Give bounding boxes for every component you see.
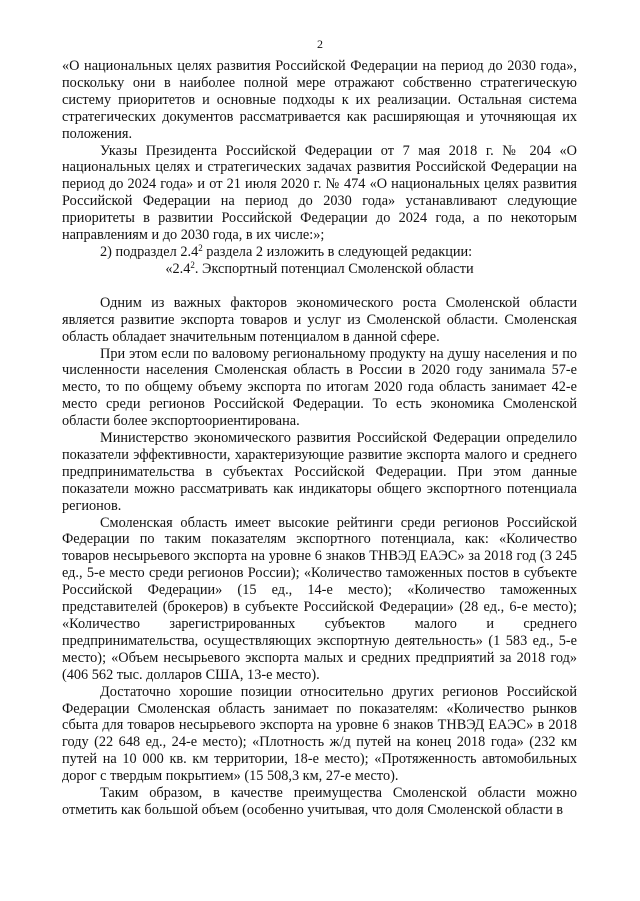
paragraph-export-ranking: При этом если по валовому региональному продукту на душу населения и по численности населения Смоленская область в России в 2020 году занимала 57-е место, то по общему объему экспорта по итогам 2020 года область занимает 42-е место среди регионов Российской Федерации. То есть экономика Смоленской области более экспортоориентирована. — [62, 345, 577, 430]
paragraph-subsection-amendment — [62, 244, 577, 261]
amendment-superscript: 2 — [198, 242, 203, 253]
heading-title: . Экспортный потенциал Смоленской области — [194, 260, 474, 277]
amendment-text-end: раздела 2 изложить в следующей редакции: — [202, 243, 473, 260]
document-body — [62, 58, 577, 819]
heading-number: «2.4 — [165, 260, 191, 277]
paragraph-export-factor: Одним из важных факторов экономического роста Смоленской области является развитие экспорта товаров и услуг из Смоленской области. Смоленская область обладает значительным потенциалом в данной сфере. — [62, 294, 577, 345]
paragraph-presidential-decrees: Указы Президента Российской Федерации от 7 мая 2018 г. № 204 «О национальных целях и стратегических задачах развития Российской Федерации на период до 2024 года» и от 21 июля 2020 г. № 474 «О национальных целях развития Российской Федерации на период до 2030 года» устанавливают следующие приоритеты в развитии Российской Федерации до 2024 года, а по некоторым направлениям и до 2030 года, в их числе:»; — [62, 142, 577, 244]
heading-superscript: 2 — [190, 259, 195, 270]
section-heading — [62, 261, 577, 278]
amendment-text-start: 2) подраздел 2.4 — [100, 243, 199, 260]
paragraph-good-positions: Достаточно хорошие позиции относительно других регионов Российской Федерации Смоленская область занимает по показателям: «Количество рынков сбыта для товаров несырьевого экспорта на уровне 6 знаков ТНВЭД ЕАЭС» в 2018 году (22 648 ед., 24-е место); «Плотность ж/д путей на конец 2018 года» (232 км путей на 10 000 кв. км территории, 18-е место); «Протяженность автомобильных дорог с твердым покрытием» (15 508,3 км, 27-е место). — [62, 683, 577, 785]
paragraph-high-ratings: Смоленская область имеет высокие рейтинги среди регионов Российской Федерации по таким показателям экспортного потенциала, как: «Количество товаров несырьевого экспорта на уровне 6 знаков ТНВЭД ЕАЭС» за 2018 год (3 245 ед., 5-е место среди регионов России); «Количество таможенных постов в субъекте Российской Федерации» (15 ед., 14-е место); «Количество таможенных представителей (брокеров) в субъекте Российской Федерации» (28 ед., 6-е место); «Количество зарегистрированных субъектов малого и среднего предпринимательства, осуществляющих экспортную деятельность» (1 583 ед., 5-е место); «Объем несырьевого экспорта малых и средних предприятий за 2018 год» (406 562 тыс. долларов США, 13-е место). — [62, 514, 577, 683]
paragraph-ministry-indicators: Министерство экономического развития Российской Федерации определило показатели эффективности, характеризующие развитие экспорта малого и среднего предпринимательства в субъектах Российской Федерации. При этом данные показатели можно рассматривать как индикаторы общего экспортного потенциала регионов. — [62, 430, 577, 514]
paragraph-conclusion: Таким образом, в качестве преимущества Смоленской области можно отметить как большой объем (особенно учитывая, что доля Смоленской области в — [62, 785, 577, 818]
page-number: 2 — [317, 37, 323, 51]
paragraph-continuation: «О национальных целях развития Российской Федерации на период до 2030 года», поскольку они в наиболее полной мере отражают собственно стратегическую систему приоритетов и основные подходы к их реализации. Остальная система стратегических документов рассматривается как расширяющая и уточняющая их положения. — [62, 58, 577, 142]
spacer — [62, 278, 577, 295]
